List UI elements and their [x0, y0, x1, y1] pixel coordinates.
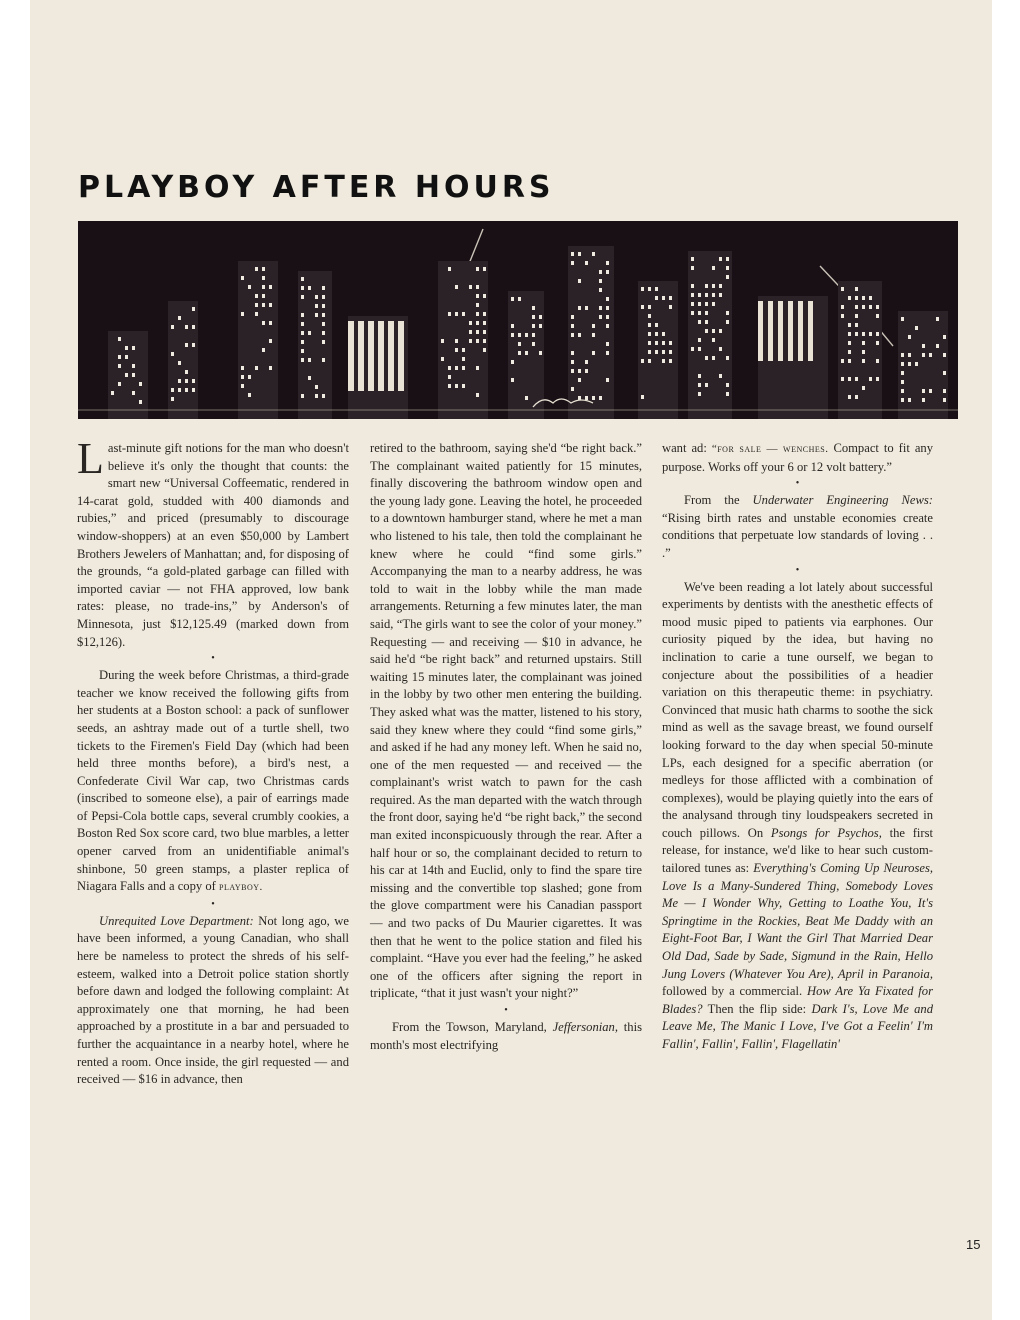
section-separator-bullet: •: [211, 653, 215, 665]
publication-name: Underwater Engineering News:: [752, 493, 934, 508]
city-skyline-at-night-illustration: [78, 221, 958, 419]
paragraph-text: the first release, for instance, we'd like to hear such custom-tailored tunes as:: [662, 825, 933, 876]
section-separator-bullet: •: [795, 564, 800, 576]
paragraph-text: ast-minute gift notions for the man who doesn't believe it's only the thought that counts: the smart new “Universal Coffeematic, rendered in 14-carat gold, studded with 400 diamonds and rubies,” and priced (presumably to discourage window-shoppers) at an even $50,000 by Lambert Brothers Jewelers of Manhattan; and, for disposing of the grounds, “a gold-plated garbage can filled with imported caviar — not FHA approved, low bank rates: please, no trade-ins,” by Anderson's of Minnesota, just $12,125.49 (marked down from $12,126).: [77, 441, 349, 649]
article-column-3: [662, 440, 933, 1054]
paragraph-want-ad: [662, 440, 933, 476]
paragraph-towson: [370, 1019, 642, 1054]
section-separator-bullet: •: [504, 1005, 508, 1016]
paragraph-text: followed by a commercial.: [662, 984, 803, 999]
paragraph-underwater-news: [662, 492, 933, 562]
paragraph-text: this month's most electrifying: [370, 1020, 642, 1052]
article-column-2: [370, 440, 642, 1054]
paragraph-text: We've been reading a lot lately about successful experiments by dentists with the anesthetic effects of mood music piped to patients via earphones. Our curiosity piqued by the idea, but having no inclination to carie a tune ourself, we began to conjecture about the possibilities of a headier variation on this therapeutic theme: in psychiatry. Convinced that music hath charms to soothe the sick mind as well as the savage breast, we found ourself looking forward to the day when special 50-minute LPs, each designed for a specific aberration (or medleys for those afflicted with a combination of complexes), would be playing quietly into the ears of the analysand through tiny loudspeakers secreted in couch pillows. On: [662, 579, 933, 840]
article-column-1: [77, 434, 349, 1089]
paragraph-unrequited-love: [77, 913, 349, 1089]
paragraph-complainant-story: [370, 440, 642, 1003]
paragraph-text: retired to the bathroom, saying she'd “be right back.” The complainant waited patiently for 15 minutes, finally discovering the bathroom window open and the young lady gone. Leaving the hotel, he proceeded to a downtown hamburger stand, where he met a man who listened to his tale, then told the complainant he knew where he could “find some girls.” Accompanying the man to a nearby address, he was told to wait in the lobby while the man made arrangements. Returning a few minutes later, the man said, “The girls want to see the color of your money.” Requesting — and receiving — $10 in advance, he said he'd “be right back” and returned upstairs. Still waiting 15 minutes later, the complainant was joined in the lobby by two other men entering the building. They asked what was the matter, listened to his story, said they knew where they could “find some girls,” and asked if he had any money left. When he said no, one of the men requested — and received — the complainant's wrist watch to pawn for the cash required. As the man departed with the watch through the front door, saying he'd “be right back,” the second man exited inconspicuously through the rear. After a half hour or so, the complainant decided to return to his car at 14th and Euclid, only to find the spare tire missing and the convertible top slashed; gone from the glove compartment were his Canadian passport — and two packs of Du Maurier cigarettes. It was then that he went to the police station and filed his complaint. “Have you ever had the feeling,” he asked one of the officers after signing the report in triplicate, “that it just wasn't your night?”: [370, 441, 642, 1001]
paragraph-text: During the week before Christmas, a third-grade teacher we know received the following gifts from her students at a Boston school: a pack of sunflower seeds, an ashtray made out of a turtle shell, two tickets to the Firemen's Field Day (which had been held three months before), a bird's nest, a Confederate Civil War cap, two Christmas cards (inscribed to someone else), a pair of earrings made of Pepsi-Cola bottle caps, several crumbly cookies, a Boston Red Sox score card, two blue marbles, a letter opener carved from an unidentifiable animal's shinbone, 50 green stamps, a plaster replica of Niagara Falls and a copy of: [77, 668, 349, 894]
tune-list: Everything's Coming Up Neuroses, Love Is a Many-Sundered Thing, Somebody Loves Me — I Wonder Why, Getting to Loathe You, It's Springtime in the Rockies, Beat Me Daddy with an Eight-Foot Bar, I Want the Girl That Married Dear Old Dad, Sade by Sade, Sigmund in the Rain, Hello Jung Lovers (Whatever You Are), April in Paranoia,: [662, 861, 933, 981]
drop-cap-letter: L: [77, 434, 104, 483]
paragraph-text: “Rising birth rates and unstable economies create conditions that perpetuate low standards of loving . . .”: [662, 510, 933, 560]
album-title: Psongs for Psychos,: [770, 825, 882, 840]
playboy-smallcaps: playboy.: [219, 881, 263, 894]
paragraph-gift-notions: [77, 434, 349, 651]
paragraph-text: Not long ago, we have been informed, a young Canadian, who shall here be nameless to protect the shreds of his self-esteem, walked into a Detroit police station shortly before dawn and lodged the following complaint: At approximately one that morning, he had been approached by a prostitute in a bar and persuaded to further the acquaintance in a nearby hotel, where he rented a room. Once inside, the girl requested — and received — $16 in advance, then: [77, 913, 349, 1087]
tune-list: How Are Ya Fixated for Blades?: [662, 984, 933, 1016]
ad-smallcaps: “for sale — wenches.: [711, 443, 829, 455]
paragraph-text: From the Towson, Maryland,: [392, 1020, 547, 1034]
department-heading: Unrequited Love Department:: [99, 913, 254, 928]
paragraph-text: Compact to fit any purpose. Works off your 6 or 12 volt battery.”: [662, 441, 934, 474]
publication-name: Jeffersonian,: [552, 1020, 618, 1034]
paragraph-text: Then the flip side:: [707, 1001, 807, 1016]
paragraph-text: From the: [684, 493, 740, 508]
magazine-page: [30, 0, 992, 1320]
section-separator-bullet: •: [211, 898, 215, 910]
page-number: 15: [966, 1237, 981, 1252]
section-separator-bullet: •: [795, 478, 800, 490]
tune-list: Dark I's, Love Me and Leave Me, The Manic I Love, I've Got a Feelin' I'm Fallin', Fallin', Fallin', Flagellatin': [662, 1001, 934, 1051]
paragraph-text: want ad:: [662, 441, 707, 455]
paragraph-christmas-gifts: [77, 667, 349, 897]
paragraph-psongs-for-psychos: [662, 579, 933, 1054]
page-title: PLAYBOY AFTER HOURS: [78, 170, 555, 205]
